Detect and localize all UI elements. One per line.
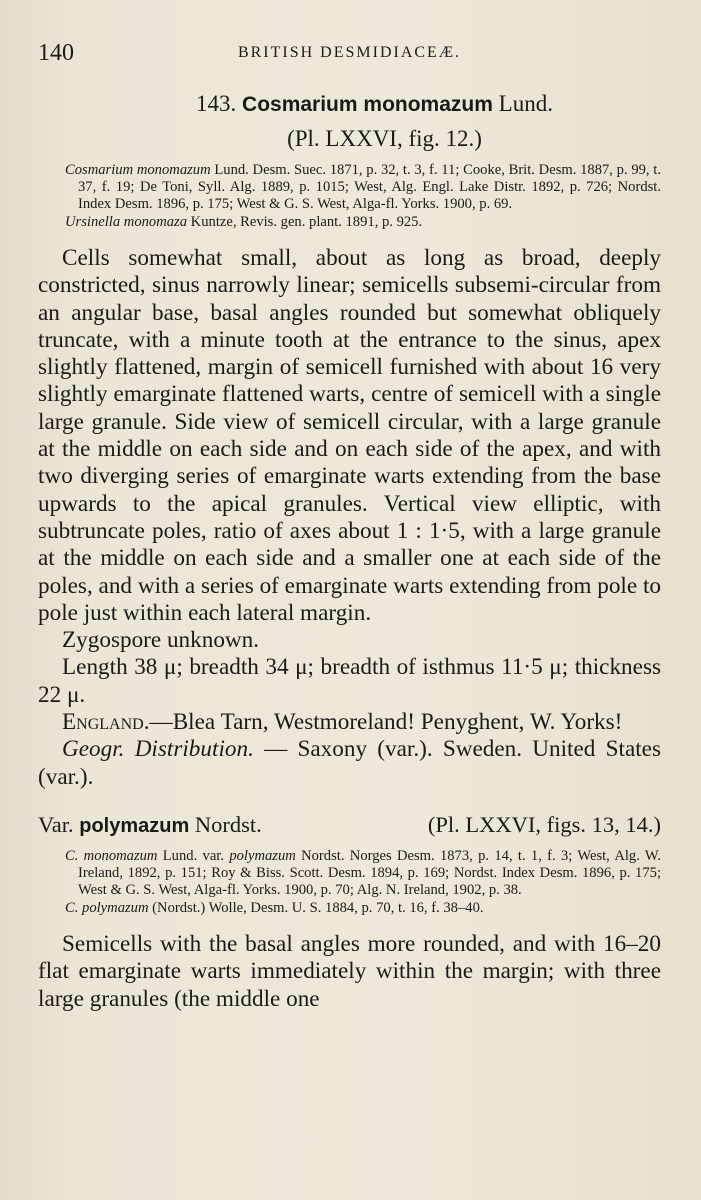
- description-paragraph: Cells somewhat small, about as long as broad, deeply constricted, sinus narrowly linear; semicells subsemi-circular from an angular base, basal angles rounded but somewhat obliquely truncate, with a minute tooth at the entrance to the sinus, apex slightly flattened, margin of semicell furnished with about 16 very slightly emarginate flattened warts, centre of semicell with a single large granule. Side view of semicell circular, with a large granule at the middle on each side and on each side of the apex, and with two diverging series of emarginate warts extending from the base upwards to the apical granules. Vertical view elliptic, with subtruncate poles, ratio of axes about 1 : 1·5, with a large granule at the middle on each side and a smaller one at each side of the poles, and with a series of emarginate warts extending from pole to pole just within each lateral margin.: [38, 245, 661, 626]
- synonymy-entry: [38, 848, 661, 899]
- variety-plate-reference: (Pl. LXXVI, figs. 13, 14.): [427, 811, 661, 837]
- variety-heading: [38, 811, 661, 840]
- variety-description-paragraph: Semicells with the basal angles more rounded, and with 16–20 flat emarginate warts immediately within the margin; with three large granules (the middle one: [38, 930, 661, 1012]
- distribution: [38, 736, 661, 791]
- running-head: [38, 34, 661, 64]
- synonym-name: Cosmarium monomazum: [65, 162, 211, 178]
- synonym-citation: Lund. Desm. Suec. 1871, p. 32, t. 3, f. 11; Cooke, Brit. Desm. 1887, p. 99, t. 37, f. 19; De Toni, Syll. Alg. 1889, p. 1015; West, Alg. Engl. Lake Distr. 1892, p. 726; Nordst. Index Desm. 1896, p. 175; West & G. S. West, Alga-fl. Yorks. 1900, p. 69.: [78, 162, 662, 212]
- locality-text: —Blea Tarn, Westmoreland! Penyghent, W. Yorks!: [149, 709, 623, 736]
- running-title: BRITISH DESMIDIACEÆ.: [237, 44, 462, 61]
- synonym-name: C. monomazum: [65, 847, 158, 864]
- synonym-citation: (Nordst.) Wolle, Desm. U. S. 1884, p. 70, t. 16, f. 38–40.: [148, 899, 484, 916]
- synonymy-entry: [38, 214, 661, 231]
- distribution-label: Geogr. Distribution.: [62, 736, 254, 763]
- variety-prefix: Var.: [38, 811, 74, 837]
- dimensions: Length 38 μ; breadth 34 μ; breadth of isthmus 11·5 μ; thickness 22 μ.: [38, 654, 661, 708]
- page-number: 140: [38, 40, 74, 66]
- synonym-name: C. polymazum: [65, 899, 149, 916]
- variety-description: [38, 931, 661, 1013]
- synonym-citation: Kuntze, Revis. gen. plant. 1891, p. 925.: [187, 214, 423, 230]
- species-description: [38, 245, 661, 791]
- species-plate-reference: (Pl. LXXVI, fig. 12.): [287, 126, 482, 151]
- species-number: 143.: [196, 91, 237, 116]
- locality: [38, 709, 661, 736]
- synonymy-entry: [38, 900, 661, 917]
- synonym-name: Ursinella monomaza: [65, 214, 188, 230]
- synonymy-entry: [38, 162, 661, 213]
- species-name: Cosmarium monomazum: [242, 93, 493, 116]
- locality-label: England.: [62, 709, 150, 736]
- species-author: Lund.: [498, 91, 553, 116]
- synonym-citation: Nordst. Norges Desm. 1873, p. 14, t. 1, f. 3; West, Alg. W. Ireland, 1892, p. 151; Roy & Biss. Scott. Desm. 1894, p. 169; Nordst. Index Desm. 1896, p. 175; West & G. S. West, Alga-fl. Yorks. 1900, p. 70; Alg. N. Ireland, 1902, p. 38.: [78, 847, 661, 898]
- variety-synonymy-block: [38, 848, 661, 917]
- distribution-text: — Saxony (var.). Sweden. United States (var.).: [38, 736, 661, 790]
- synonym-name-2: polymazum: [229, 847, 296, 864]
- synonymy-block: [38, 162, 661, 231]
- variety-author: Nordst.: [194, 811, 262, 837]
- variety-name: polymazum: [79, 814, 190, 837]
- zygospore-note: Zygospore unknown.: [62, 627, 260, 654]
- synonym-mid: Lund. var.: [157, 847, 230, 864]
- variety-title: [38, 811, 262, 840]
- species-heading: [38, 89, 661, 120]
